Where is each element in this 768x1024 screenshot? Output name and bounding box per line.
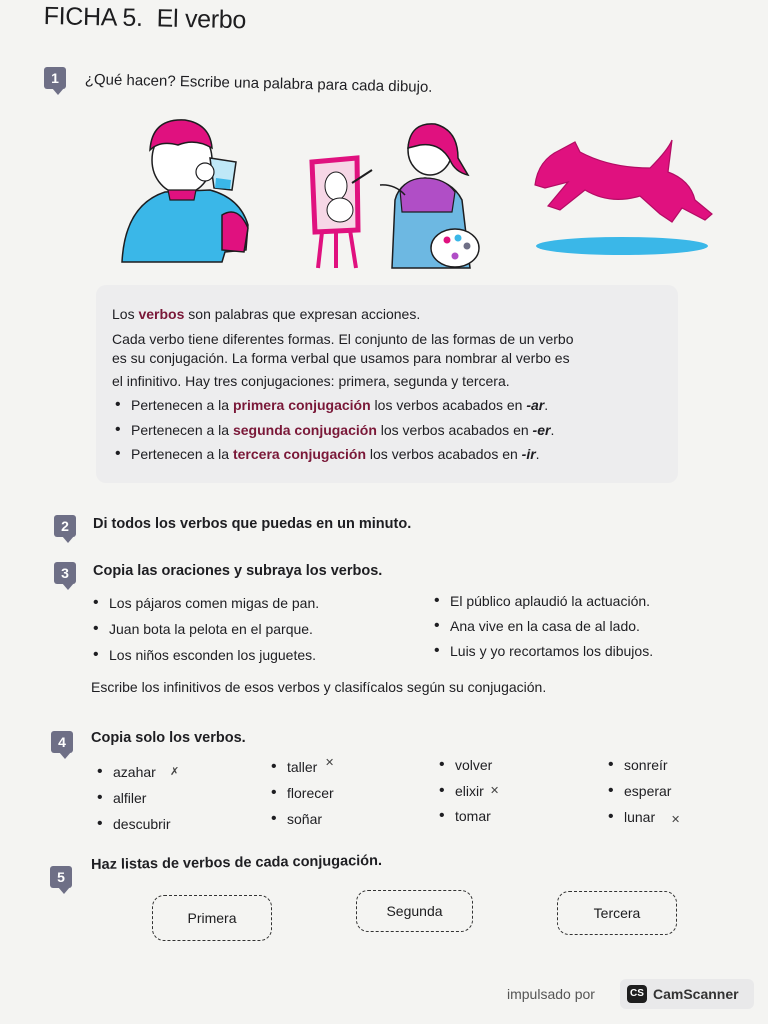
exercise-3-badge: 3	[54, 562, 76, 584]
sentence-right-2: • Ana vive en la casa de al lado.	[450, 618, 640, 634]
x-mark: ✕	[325, 757, 335, 769]
title-ficha: FICHA 5.	[43, 2, 144, 33]
exercise-5-badge: 5	[50, 866, 72, 888]
info-bullet-3-key: tercera conjugación	[232, 446, 367, 462]
sentence-right-3: • Luis y yo recortamos los dibujos.	[450, 643, 653, 659]
info-bullet-2-key: segunda conjugación	[232, 422, 377, 438]
list-box-segunda[interactable]: Segunda	[356, 890, 473, 932]
exercise-4-instruction: Copia solo los verbos.	[91, 730, 246, 746]
info-bullet-3-pre: Pertenecen a la	[131, 446, 233, 462]
exercise-2-instruction: Di todos los verbos que puedas en un minuto.	[93, 516, 412, 532]
info-definition-pre: Los	[112, 306, 139, 322]
info-bullet-2-pre: Pertenecen a la	[131, 422, 233, 438]
word-azahar: • azahar	[113, 764, 156, 780]
info-bullet-2-dot: .	[550, 422, 555, 438]
info-paragraph-line-3: el infinitivo. Hay tres conjugaciones: primera, segunda y tercera.	[112, 373, 510, 389]
title-topic: El verbo	[156, 4, 247, 35]
info-definition-key: verbos	[138, 306, 185, 322]
camscanner-badge	[620, 979, 754, 1009]
info-bullet-2-mid: los verbos acabados en	[376, 422, 533, 438]
sentence-left-1: • Los pájaros comen migas de pan.	[109, 595, 319, 611]
word-florecer: • florecer	[287, 785, 334, 801]
list-box-primera[interactable]: Primera	[152, 895, 272, 941]
list-box-tercera[interactable]: Tercera	[557, 891, 677, 935]
word-sonar: • soñar	[287, 811, 322, 827]
sentence-right-1: • El público aplaudió la actuación.	[450, 593, 650, 609]
exercise-2-badge: 2	[54, 515, 76, 537]
exercise-3-follow-up: Escribe los infinitivos de esos verbos y clasifícalos según su conjugación.	[91, 679, 547, 695]
girl-painting-illustration	[312, 124, 479, 268]
info-bullet-3-mid: los verbos acabados en	[366, 446, 522, 462]
info-bullet-2-ending: -er	[532, 422, 551, 438]
camscanner-logo-icon: CS	[627, 985, 647, 1003]
info-bullet-1-key: primera conjugación	[232, 397, 371, 413]
info-bullet-1-ending: -ar	[526, 397, 545, 413]
x-mark: ✕	[490, 785, 500, 797]
info-definition	[112, 306, 420, 322]
word-tomar: • tomar	[455, 808, 491, 824]
boy-drinking-illustration	[122, 120, 248, 262]
word-esperar: • esperar	[624, 783, 671, 799]
info-bullet-1	[131, 397, 548, 413]
word-sonreir: • sonreír	[624, 757, 668, 773]
exercise-1-badge: 1	[44, 67, 66, 89]
word-descubrir: • descubrir	[113, 816, 171, 832]
info-bullet-1-dot: .	[544, 397, 549, 413]
exercise-5-instruction: Haz listas de verbos de cada conjugación.	[91, 852, 383, 873]
info-bullet-3-dot: .	[535, 446, 540, 462]
dog-jumping-illustration	[535, 140, 712, 255]
exercise-1-illustrations	[0, 0, 768, 290]
info-bullet-1-mid: los verbos acabados en	[370, 397, 527, 413]
info-bullet-1-pre: Pertenecen a la	[131, 397, 233, 413]
exercise-4-badge: 4	[51, 731, 73, 753]
x-mark: ✗	[170, 766, 180, 778]
info-bullet-3	[131, 446, 540, 462]
word-taller: • taller	[287, 759, 317, 775]
info-definition-post: son palabras que expresan acciones.	[184, 306, 421, 322]
word-elixir: • elixir	[455, 783, 484, 799]
powered-by-text: impulsado por	[507, 986, 595, 1002]
word-volver: • volver	[455, 757, 492, 773]
camscanner-brand: CamScanner	[653, 986, 739, 1002]
x-mark: ✕	[671, 814, 681, 826]
word-alfiler: • alfiler	[113, 790, 146, 806]
word-lunar: • lunar	[624, 809, 655, 825]
info-paragraph-line-1: Cada verbo tiene diferentes formas. El conjunto de las formas de un verbo	[112, 331, 574, 347]
info-bullet-3-ending: -ir	[521, 446, 536, 462]
sentence-left-2: • Juan bota la pelota en el parque.	[109, 621, 313, 637]
info-paragraph-line-2: es su conjugación. La forma verbal que usamos para nombrar al verbo es	[112, 350, 570, 366]
exercise-3-instruction: Copia las oraciones y subraya los verbos.	[93, 563, 383, 579]
info-bullet-2	[131, 422, 554, 438]
sentence-left-3: • Los niños esconden los juguetes.	[109, 647, 316, 663]
exercise-1-instruction: ¿Qué hacen? Escribe una palabra para cada dibujo.	[84, 71, 433, 96]
